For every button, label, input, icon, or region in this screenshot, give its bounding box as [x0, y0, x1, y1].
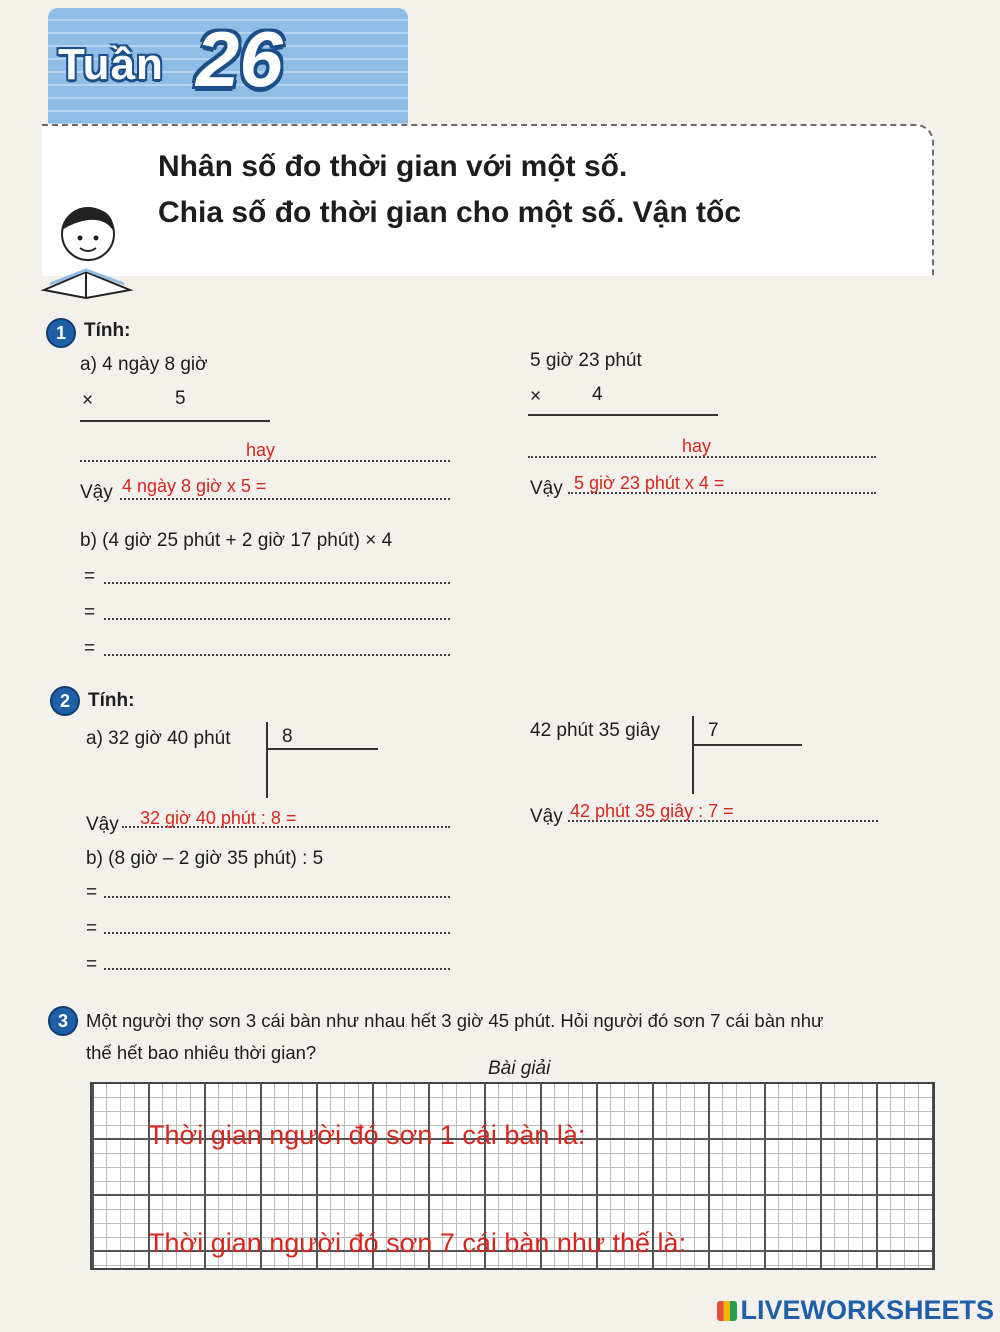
ex2-b-line-2[interactable]	[104, 932, 450, 934]
ex1-a-left-hay: hay	[246, 440, 276, 460]
ex2-b-eq-1: =	[86, 882, 98, 903]
exercise-1-badge: 1	[46, 318, 76, 348]
exercise-1-heading: Tính:	[84, 320, 131, 341]
ex3-answer-1: Thời gian người đó sơn 1 cái bàn là:	[148, 1120, 586, 1150]
ex2-a-right-label: 42 phút 35 giây	[530, 720, 660, 741]
ex1-a-left-rule	[80, 420, 270, 422]
ex1-b-line-1[interactable]	[104, 582, 450, 584]
ex3-answer-2: Thời gian người đó sơn 7 cái bàn như thế là:	[148, 1228, 687, 1258]
ex1-a-right-vay: Vậy	[530, 478, 563, 499]
title-line-1: Nhân số đo thời gian với một số.	[158, 150, 628, 183]
ex2-b-label: b) (8 giờ – 2 giờ 35 phút) : 5	[86, 848, 324, 869]
ex1-a-left-factor: 5	[175, 388, 186, 409]
liveworksheets-logo-text: LIVEWORKSHEETS	[740, 1295, 994, 1325]
ex2-b-eq-3: =	[86, 954, 98, 975]
ex1-a-right-factor: 4	[592, 384, 603, 405]
ex2-a-left-vay: Vậy	[86, 814, 119, 835]
ex1-a-right-times: ×	[530, 386, 542, 407]
ex1-b-eq-3: =	[84, 638, 96, 659]
week-tag-number: 26	[196, 15, 283, 103]
ex2-a-right-vay: Vậy	[530, 806, 563, 827]
student-reading-icon	[30, 200, 140, 300]
exercise-2-badge: 2	[50, 686, 80, 716]
ex2-a-left-answer: 32 giờ 40 phút : 8 =	[140, 808, 297, 828]
ex1-a-left-answer: 4 ngày 8 giờ x 5 =	[122, 476, 267, 496]
ex1-a-right-label: 5 giờ 23 phút	[530, 350, 642, 371]
liveworksheets-logo-icon	[717, 1301, 737, 1321]
title-line-2: Chia số đo thời gian cho một số. Vận tốc	[158, 196, 742, 229]
ex2-a-left-divisor: 8	[282, 726, 293, 747]
ex2-a-right-division-rule	[692, 744, 802, 746]
ex2-b-eq-2: =	[86, 918, 98, 939]
ex3-solution-heading: Bài giải	[488, 1058, 551, 1079]
exercise-2-heading: Tính:	[88, 690, 135, 711]
ex1-b-line-3[interactable]	[104, 654, 450, 656]
ex1-a-left-times: ×	[82, 390, 94, 411]
ex1-b-line-2[interactable]	[104, 618, 450, 620]
liveworksheets-logo	[717, 1295, 994, 1326]
ex2-a-left-division-rule	[266, 748, 378, 750]
ex1-a-left-answer-line[interactable]	[120, 498, 450, 500]
ex2-b-line-3[interactable]	[104, 968, 450, 970]
ex3-problem-line-1: Một người thợ sơn 3 cái bàn như nhau hết 3 giờ 45 phút. Hỏi người đó sơn 7 cái bàn như	[86, 1010, 824, 1031]
ex1-b-eq-2: =	[84, 602, 96, 623]
ex1-a-right-hay: hay	[682, 436, 712, 456]
ex2-a-left-division-bar	[266, 722, 268, 798]
ex2-b-line-1[interactable]	[104, 896, 450, 898]
week-tag-word: Tuần	[58, 40, 164, 89]
ex3-problem-line-2: thế hết bao nhiêu thời gian?	[86, 1042, 317, 1063]
ex1-b-eq-1: =	[84, 566, 96, 587]
ex2-a-right-divisor: 7	[708, 720, 719, 741]
ex2-a-right-division-bar	[692, 716, 694, 794]
ex1-a-left-vay: Vậy	[80, 482, 113, 503]
ex1-a-left-label: a) 4 ngày 8 giờ	[80, 354, 208, 375]
ex2-a-left-label: a) 32 giờ 40 phút	[86, 728, 231, 749]
exercise-3-badge: 3	[48, 1006, 78, 1036]
ex1-b-label: b) (4 giờ 25 phút + 2 giờ 17 phút) × 4	[80, 530, 393, 551]
ex1-a-right-rule	[528, 414, 718, 416]
ex2-a-right-answer: 42 phút 35 giây : 7 =	[570, 801, 734, 821]
ex1-a-right-answer: 5 giờ 23 phút x 4 =	[574, 473, 725, 493]
